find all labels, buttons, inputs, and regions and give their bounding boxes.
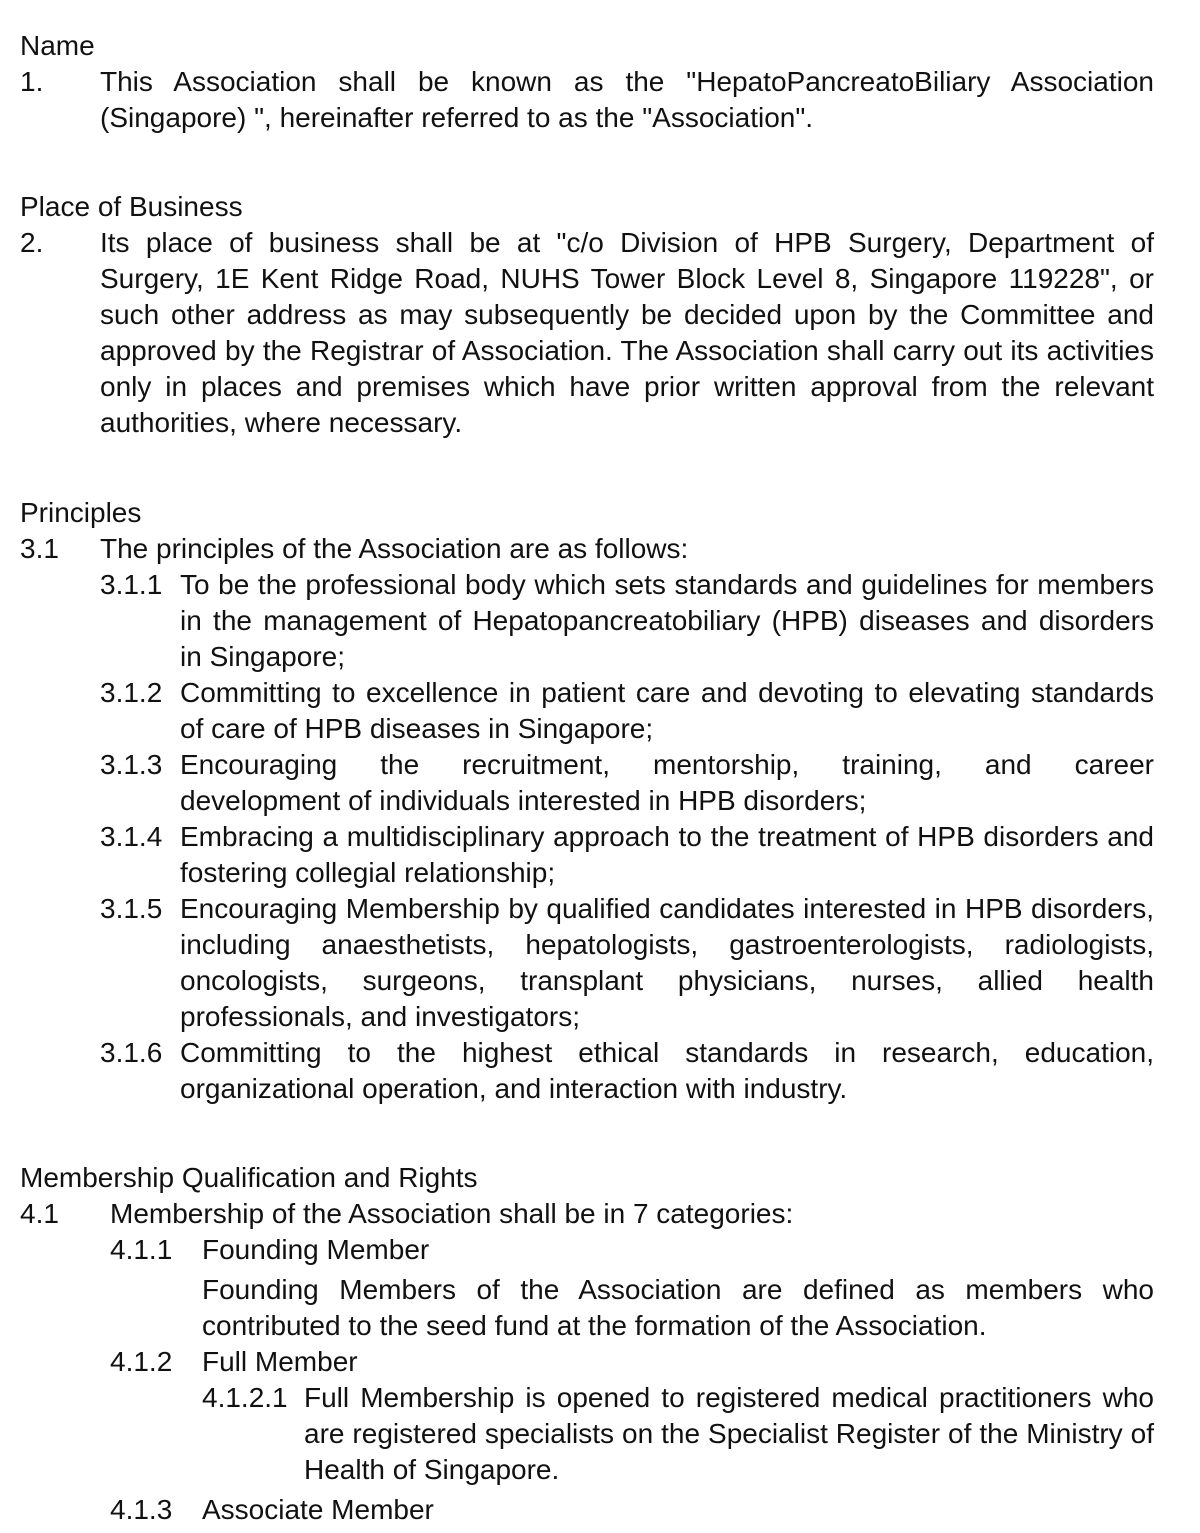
category-4-1-2 <box>110 1344 1154 1488</box>
category-number: 4.1.2 <box>110 1346 173 1377</box>
clause-number: 1. <box>20 66 44 97</box>
subclause-text: Full Membership is opened to registered medical practitioners who are registered specialists on the Specialist Register of the Ministry of Health of Singapore. <box>304 1382 1154 1485</box>
category-4-1-3 <box>110 1492 1154 1528</box>
principle-3-1-3 <box>100 747 1154 819</box>
principle-text: Encouraging Membership by qualified candidates interested in HPB disorders, including anaesthetists, hepatologists, gastroenterologists, radiologists, oncologists, surgeons, transplant physicians, nurses, allied health professionals, and investigators; <box>180 893 1154 1032</box>
clause-number: 2. <box>20 227 44 258</box>
clause-text: The principles of the Association are as follows: <box>100 533 689 564</box>
clause-text: Membership of the Association shall be in 7 categories: <box>110 1198 794 1229</box>
category-title: Associate Member <box>202 1494 434 1525</box>
clause-3-1 <box>20 531 1154 567</box>
principle-3-1-4 <box>100 819 1154 891</box>
clause-2 <box>20 225 1154 441</box>
principle-number: 3.1.3 <box>100 749 163 780</box>
principle-3-1-2 <box>100 675 1154 747</box>
clause-number: 3.1 <box>20 533 59 564</box>
category-number: 4.1.1 <box>110 1234 173 1265</box>
clause-number: 4.1 <box>20 1198 59 1229</box>
principle-3-1-5 <box>100 891 1154 1035</box>
document-page <box>20 28 1154 1528</box>
principle-text-line-2: development of individuals interested in HPB disorders; <box>180 785 867 816</box>
principles-list <box>20 567 1154 1107</box>
principle-text: Committing to the highest ethical standards in research, education, organizational operation, and interaction with industry. <box>180 1037 1154 1104</box>
principle-text: Embracing a multidisciplinary approach to the treatment of HPB disorders and fostering collegial relationship; <box>180 821 1154 888</box>
principle-3-1-1 <box>100 567 1154 675</box>
section-heading-name: Name <box>20 30 95 61</box>
principle-text: Committing to excellence in patient care and devoting to elevating standards of care of HPB diseases in Singapore; <box>180 677 1154 744</box>
category-number: 4.1.3 <box>110 1494 173 1525</box>
principle-number: 3.1.4 <box>100 821 163 852</box>
section-heading-principles: Principles <box>20 497 142 528</box>
subclause-4-1-2-1 <box>202 1380 1154 1488</box>
category-title: Founding Member <box>202 1234 430 1265</box>
subclause-number: 4.1.2.1 <box>202 1382 288 1413</box>
section-heading-place-of-business: Place of Business <box>20 191 243 222</box>
clause-text: Its place of business shall be at "c/o Division of HPB Surgery, Department of Surgery, 1E Kent Ridge Road, NUHS Tower Block Level 8, Singapore 119228", or such other address as may subsequently be decided upon by the Committee and approved by the Registrar of Association. The Association shall carry out its activities only in places and premises which have prior written approval from the relevant authorities, where necessary. <box>100 227 1154 438</box>
principle-number: 3.1.5 <box>100 893 163 924</box>
category-title: Full Member <box>202 1346 358 1377</box>
clause-text: This Association shall be known as the "HepatoPancreatoBiliary Association (Singapore) ", hereinafter referred to as the "Association". <box>100 66 1154 133</box>
clause-4-1 <box>20 1196 1154 1232</box>
principle-number: 3.1.2 <box>100 677 163 708</box>
category-description: Founding Members of the Association are defined as members who contributed to the seed fund at the formation of the Association. <box>202 1274 1154 1341</box>
principle-text: To be the professional body which sets standards and guidelines for members in the management of Hepatopancreatobiliary (HPB) diseases and disorders in Singapore; <box>180 569 1154 672</box>
category-4-1-1 <box>110 1232 1154 1344</box>
membership-categories <box>20 1232 1154 1528</box>
clause-1 <box>20 64 1154 136</box>
principle-text-line-1: Encouraging the recruitment, mentorship, training, and career <box>180 749 1154 780</box>
principle-number: 3.1.1 <box>100 569 163 600</box>
principle-number: 3.1.6 <box>100 1037 163 1068</box>
principle-3-1-6 <box>100 1035 1154 1107</box>
section-heading-membership: Membership Qualification and Rights <box>20 1162 478 1193</box>
